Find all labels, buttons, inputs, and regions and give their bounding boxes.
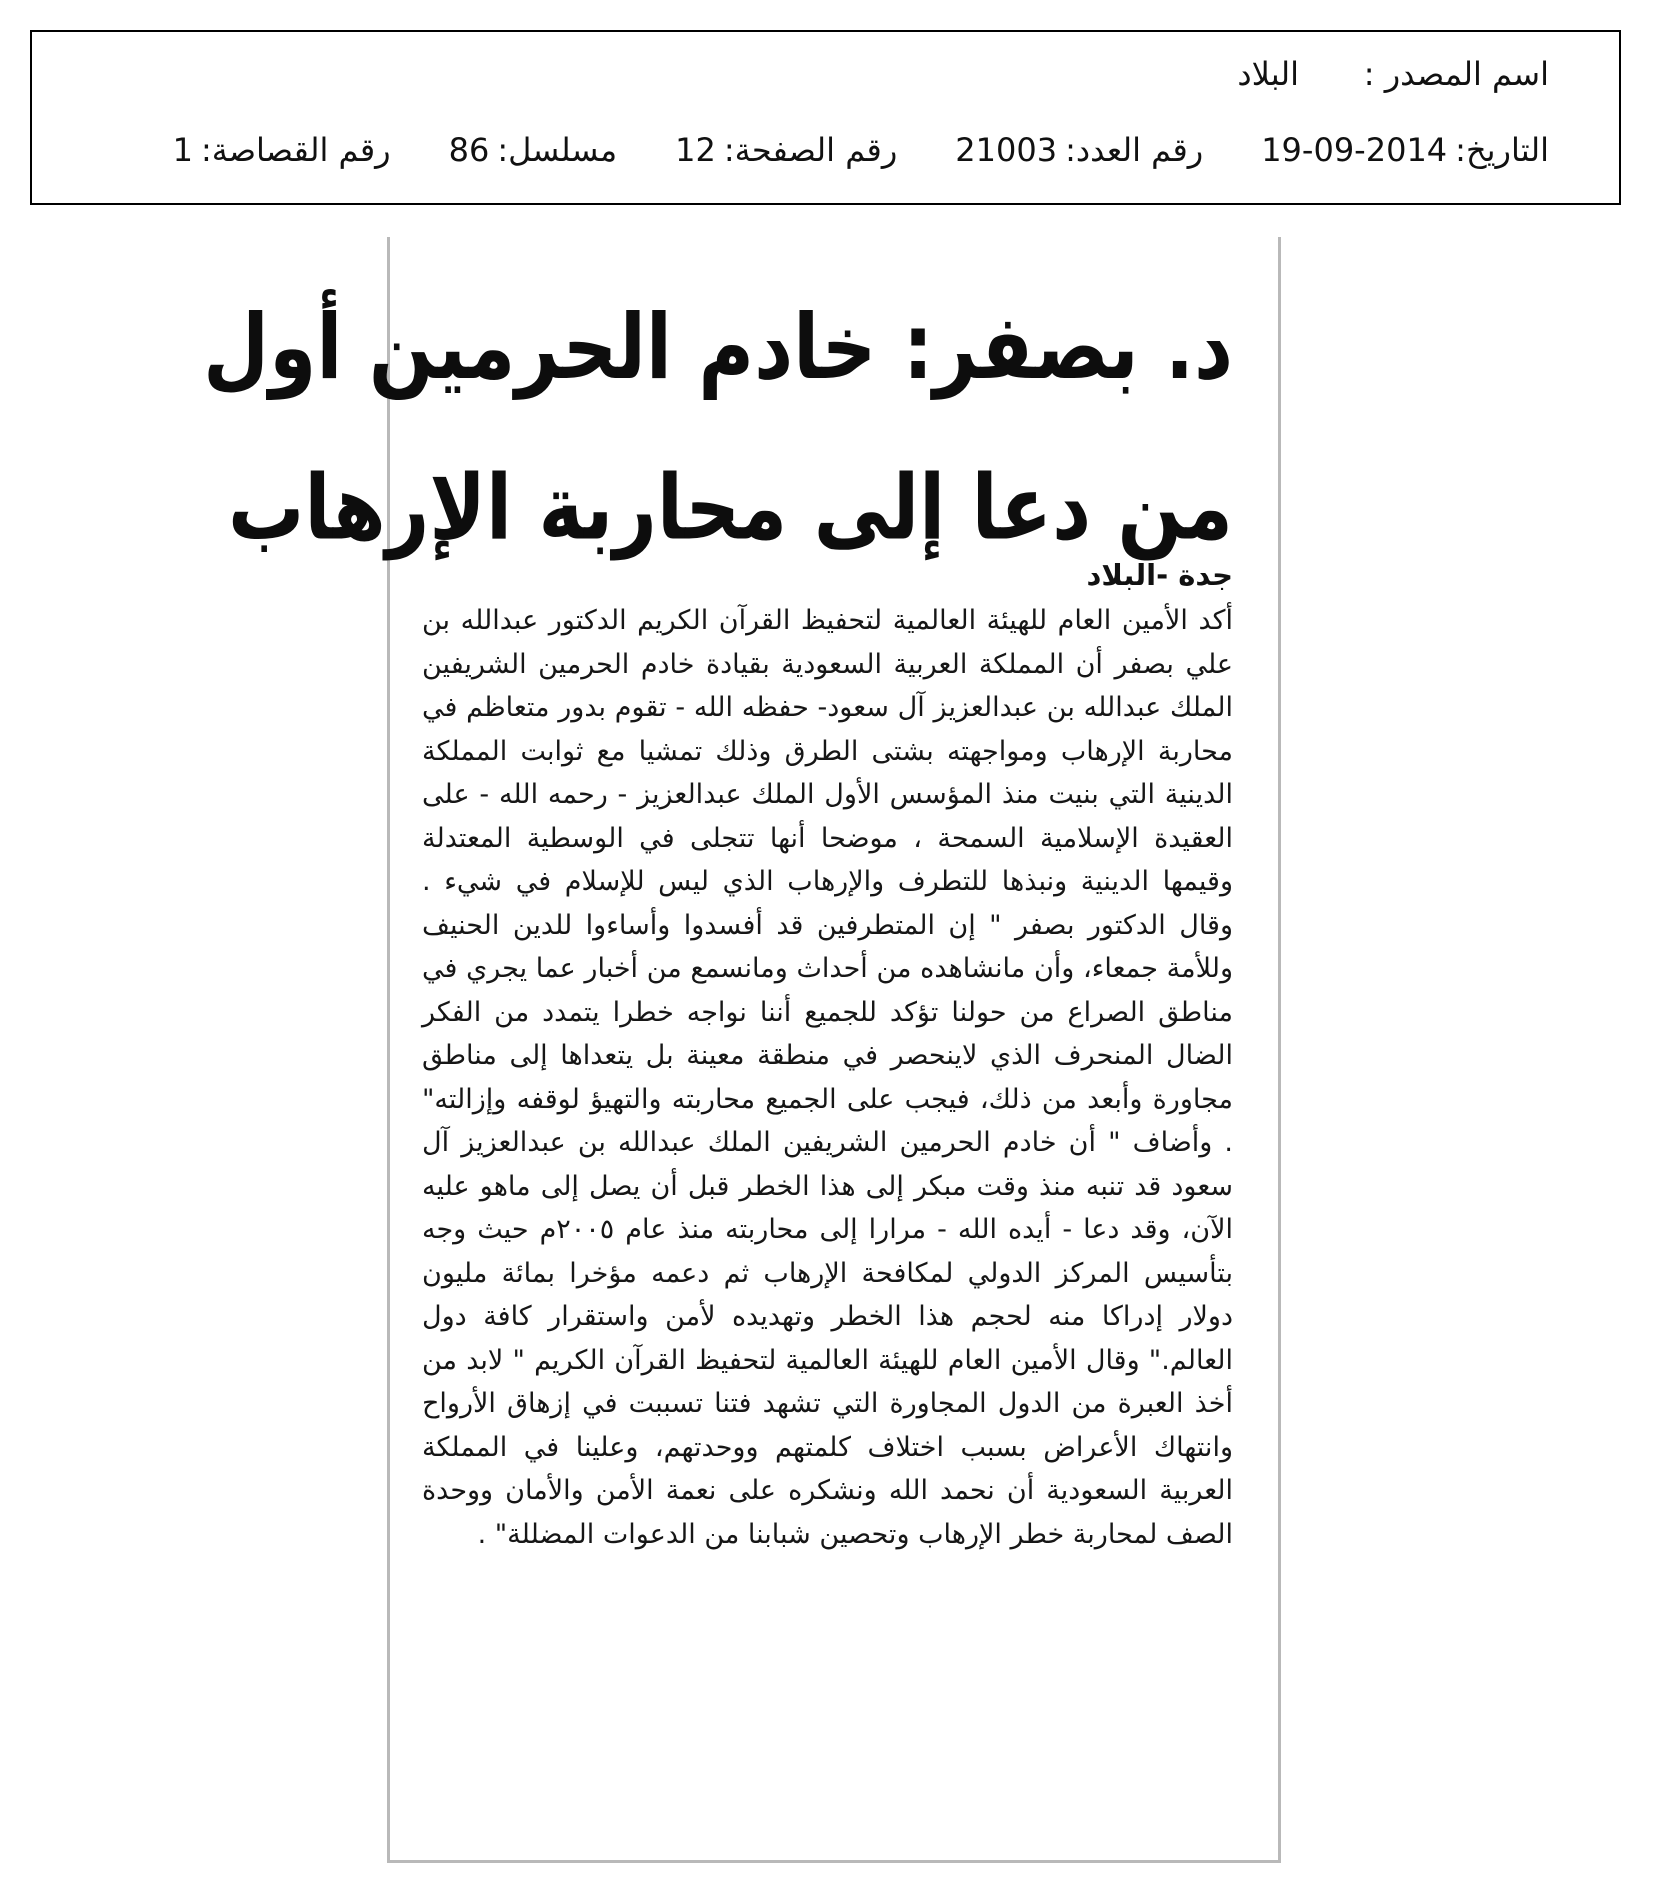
newspaper-clipping (203, 237, 1281, 1863)
article-dateline: جدة -البلاد (1086, 558, 1233, 592)
serial-field (449, 130, 618, 170)
page-field (675, 130, 897, 170)
source-value: البلاد (1237, 55, 1299, 93)
issue-label: رقم العدد: (1065, 131, 1204, 169)
headline-line-2: من دعا إلى محاربة الإرهاب (228, 454, 1233, 560)
date-field (1261, 130, 1549, 170)
issue-value: 21003 (955, 131, 1058, 169)
serial-value: 86 (448, 131, 490, 169)
issue-field (955, 130, 1203, 170)
serial-label: مسلسل: (497, 131, 618, 169)
page-value: 12 (675, 131, 716, 169)
clip-number-field (173, 130, 391, 170)
details-row (173, 130, 1549, 170)
clipping-metadata-box (30, 30, 1621, 205)
headline-line-1: د. بصفر: خادم الحرمين أول (203, 294, 1233, 400)
clip-number-label: رقم القصاصة: (200, 131, 391, 169)
date-label: التاريخ: (1455, 131, 1549, 169)
source-label: اسم المصدر : (1363, 55, 1549, 93)
page-label: رقم الصفحة: (723, 131, 898, 169)
source-row (1237, 54, 1549, 94)
article-body: أكد الأمين العام للهيئة العالمية لتحفيظ القرآن الكريم الدكتور عبدالله بن علي بصفر أن المملكة العربية السعودية بقيادة خادم الحرمين الشريفين الملك عبدالله بن عبدالعزيز آل سعود- حفظه الله - تقوم بدور متعاظم في محاربة الإرهاب ومواجهته بشتى الطرق وذلك تمشيا مع ثوابت المملكة الدينية التي بنيت منذ المؤسس الأول الملك عبدالعزيز - رحمه الله - على العقيدة الإسلامية السمحة ، موضحا أنها تتجلى في الوسطية المعتدلة وقيمها الدينية ونبذها للتطرف والإرهاب الذي ليس للإسلام في شيء . وقال الدكتور بصفر " إن المتطرفين قد أفسدوا وأساءوا للدين الحنيف وللأمة جمعاء، وأن مانشاهده من أحداث ومانسمع من أخبار عما يجري في مناطق الصراع من حولنا تؤكد للجميع أننا نواجه خطرا يتمدد من الفكر الضال المنحرف الذي لاينحصر في منطقة معينة بل يتعداها إلى مناطق مجاورة وأبعد من ذلك، فيجب على الجميع محاربته والتهيؤ لوقفه وإزالته" . وأضاف " أن خادم الحرمين الشريفين الملك عبدالله بن عبدالعزيز آل سعود قد تنبه منذ وقت مبكر إلى هذا الخطر قبل أن يصل إلى ماهو عليه الآن، وقد دعا - أيده الله - مرارا إلى محاربته منذ عام ٢٠٠٥م حيث وجه بتأسيس المركز الدولي لمكافحة الإرهاب ثم دعمه مؤخرا بمائة مليون دولار إدراكا منه لحجم هذا الخطر وتهديده لأمن واستقرار كافة دول العالم." وقال الأمين العام للهيئة العالمية لتحفيظ القرآن الكريم " لابد من أخذ العبرة من الدول المجاورة التي تشهد فتنا تسببت في إزهاق الأرواح وانتهاك الأعراض بسبب اختلاف كلمتهم ووحدتهم، وعلينا في المملكة العربية السعودية أن نحمد الله ونشكره على نعمة الأمن والأمان ووحدة الصف لمحاربة خطر الإرهاب وتحصين شبابنا من الدعوات المضللة" . (422, 605, 1233, 1550)
date-value: 2014-09-19 (1261, 131, 1448, 169)
article-headline (203, 267, 1233, 588)
clip-number-value: 1 (172, 131, 193, 169)
